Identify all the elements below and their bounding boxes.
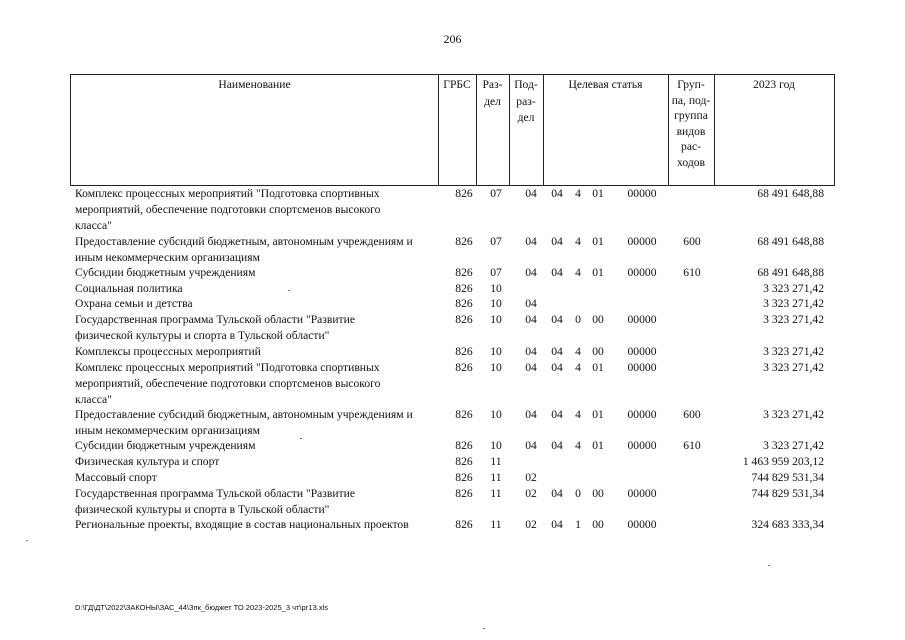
cell-grbs: 826 — [455, 455, 473, 468]
cell-amount: 3 323 271,42 — [763, 313, 824, 326]
row-name: Субсидии бюджетным учреждениям — [75, 266, 256, 279]
cell-pr: 04 — [525, 187, 537, 200]
cell-amount: 68 491 648,88 — [757, 235, 824, 248]
cell-rz: 10 — [490, 345, 502, 358]
scan-speck — [288, 290, 290, 291]
file-path-footer: D:\ГД\ДТ\2022\ЗАКОНЫ\ЗАС_44\Зпк_бюджет ТО 2023-2025_3 чт\рг13.xls — [75, 603, 329, 612]
cell-pr: 04 — [525, 235, 537, 248]
cell-t1: 04 — [551, 361, 563, 374]
cell-t3: 01 — [592, 439, 604, 452]
cell-grbs: 826 — [455, 408, 473, 421]
header-podrazdel: Под- раз- дел — [514, 78, 538, 124]
cell-t4: 00000 — [627, 408, 657, 421]
cell-rz: 10 — [490, 439, 502, 452]
row-name: Предоставление субсидий бюджетным, автономным учреждениям и иным некоммерческим организациям — [75, 408, 413, 437]
cell-t2: 4 — [575, 235, 581, 248]
header-razdel: Раз- дел — [482, 78, 503, 108]
cell-vr: 610 — [683, 266, 701, 279]
cell-t3: 01 — [592, 187, 604, 200]
cell-t4: 00000 — [627, 266, 657, 279]
cell-pr: 02 — [525, 518, 537, 531]
cell-grbs: 826 — [455, 518, 473, 531]
cell-t3: 01 — [592, 361, 604, 374]
cell-t4: 00000 — [627, 313, 657, 326]
cell-amount: 3 323 271,42 — [763, 408, 824, 421]
cell-amount: 3 323 271,42 — [763, 297, 824, 310]
cell-t2: 4 — [575, 187, 581, 200]
cell-t3: 01 — [592, 266, 604, 279]
cell-t1: 04 — [551, 313, 563, 326]
cell-t2: 4 — [575, 439, 581, 452]
cell-rz: 07 — [490, 235, 502, 248]
cell-rz: 10 — [490, 282, 502, 295]
cell-rz: 11 — [490, 455, 502, 468]
row-name: Охрана семьи и детства — [75, 297, 193, 310]
scan-speck — [26, 540, 28, 541]
row-name: Предоставление субсидий бюджетным, автономным учреждениям и иным некоммерческим организациям — [75, 235, 413, 264]
cell-grbs: 826 — [455, 297, 473, 310]
cell-t3: 00 — [592, 345, 604, 358]
cell-pr: 04 — [525, 266, 537, 279]
cell-t2: 4 — [575, 266, 581, 279]
cell-grbs: 826 — [455, 187, 473, 200]
cell-t1: 04 — [551, 518, 563, 531]
cell-grbs: 826 — [455, 487, 473, 500]
row-name: Региональные проекты, входящие в состав национальных проектов — [75, 518, 409, 531]
cell-t1: 04 — [551, 439, 563, 452]
cell-t2: 4 — [575, 408, 581, 421]
cell-t2: 0 — [575, 487, 581, 500]
cell-t4: 00000 — [627, 187, 657, 200]
cell-t4: 00000 — [627, 487, 657, 500]
cell-amount: 68 491 648,88 — [757, 187, 824, 200]
cell-t4: 00000 — [627, 235, 657, 248]
cell-t1: 04 — [551, 235, 563, 248]
row-name: Субсидии бюджетным учреждениям — [75, 439, 256, 452]
scan-speck — [768, 565, 770, 566]
cell-rz: 11 — [490, 471, 502, 484]
cell-vr: 610 — [683, 439, 701, 452]
row-name: Комплексы процессных мероприятий — [75, 345, 261, 358]
row-name: Физическая культура и спорт — [75, 455, 220, 468]
row-name: Массовый спорт — [75, 471, 157, 484]
row-name: Государственная программа Тульской области "Развитие физической культуры и спорта в Тульской области" — [75, 313, 355, 342]
cell-t4: 00000 — [627, 361, 657, 374]
cell-rz: 10 — [490, 313, 502, 326]
cell-t1: 04 — [551, 266, 563, 279]
cell-amount: 324 683 333,34 — [751, 518, 824, 531]
cell-grbs: 826 — [455, 361, 473, 374]
cell-t4: 00000 — [627, 439, 657, 452]
cell-rz: 07 — [490, 187, 502, 200]
cell-grbs: 826 — [455, 235, 473, 248]
cell-grbs: 826 — [455, 471, 473, 484]
cell-t4: 00000 — [627, 345, 657, 358]
cell-rz: 10 — [490, 297, 502, 310]
cell-t2: 0 — [575, 313, 581, 326]
cell-t2: 1 — [575, 518, 581, 531]
cell-amount: 744 829 531,34 — [751, 487, 824, 500]
cell-rz: 11 — [490, 487, 502, 500]
cell-t1: 04 — [551, 345, 563, 358]
header-target: Целевая статья — [568, 78, 643, 91]
cell-grbs: 826 — [455, 313, 473, 326]
cell-t1: 04 — [551, 487, 563, 500]
cell-amount: 3 323 271,42 — [763, 282, 824, 295]
cell-t1: 04 — [551, 187, 563, 200]
header-grbs: ГРБС — [443, 78, 471, 91]
cell-pr: 02 — [525, 471, 537, 484]
cell-pr: 02 — [525, 487, 537, 500]
cell-rz: 10 — [490, 408, 502, 421]
scan-speck — [483, 628, 485, 629]
cell-t2: 4 — [575, 345, 581, 358]
cell-t3: 00 — [592, 313, 604, 326]
cell-rz: 11 — [490, 518, 502, 531]
header-name: Наименование — [218, 78, 291, 91]
header-group: Груп- па, под- группа видов рас- ходов — [671, 78, 711, 169]
cell-grbs: 826 — [455, 266, 473, 279]
cell-grbs: 826 — [455, 345, 473, 358]
row-name: Государственная программа Тульской области "Развитие физической культуры и спорта в Тульской области" — [75, 487, 355, 516]
cell-pr: 04 — [525, 345, 537, 358]
cell-t3: 00 — [592, 487, 604, 500]
cell-amount: 744 829 531,34 — [751, 471, 824, 484]
cell-t2: 4 — [575, 361, 581, 374]
cell-amount: 68 491 648,88 — [757, 266, 824, 279]
cell-pr: 04 — [525, 439, 537, 452]
cell-t3: 01 — [592, 408, 604, 421]
cell-amount: 3 323 271,42 — [763, 361, 824, 374]
table-header — [70, 74, 835, 186]
cell-grbs: 826 — [455, 282, 473, 295]
cell-rz: 07 — [490, 266, 502, 279]
cell-pr: 04 — [525, 408, 537, 421]
cell-rz: 10 — [490, 361, 502, 374]
cell-amount: 1 463 959 203,12 — [742, 455, 824, 468]
cell-t3: 01 — [592, 235, 604, 248]
page-number: 206 — [443, 32, 462, 46]
cell-pr: 04 — [525, 313, 537, 326]
cell-vr: 600 — [683, 235, 701, 248]
row-name: Социальная политика — [75, 282, 183, 295]
cell-pr: 04 — [525, 361, 537, 374]
cell-t1: 04 — [551, 408, 563, 421]
scan-speck — [300, 438, 302, 439]
cell-t3: 00 — [592, 518, 604, 531]
cell-pr: 04 — [525, 297, 537, 310]
row-name: Комплекс процессных мероприятий "Подготовка спортивных мероприятий, обеспечение подготовки спортсменов высокого класса" — [75, 361, 381, 406]
cell-t4: 00000 — [627, 518, 657, 531]
cell-amount: 3 323 271,42 — [763, 439, 824, 452]
cell-vr: 600 — [683, 408, 701, 421]
header-year: 2023 год — [753, 78, 795, 91]
cell-amount: 3 323 271,42 — [763, 345, 824, 358]
row-name: Комплекс процессных мероприятий "Подготовка спортивных мероприятий, обеспечение подготовки спортсменов высокого класса" — [75, 187, 381, 232]
cell-grbs: 826 — [455, 439, 473, 452]
